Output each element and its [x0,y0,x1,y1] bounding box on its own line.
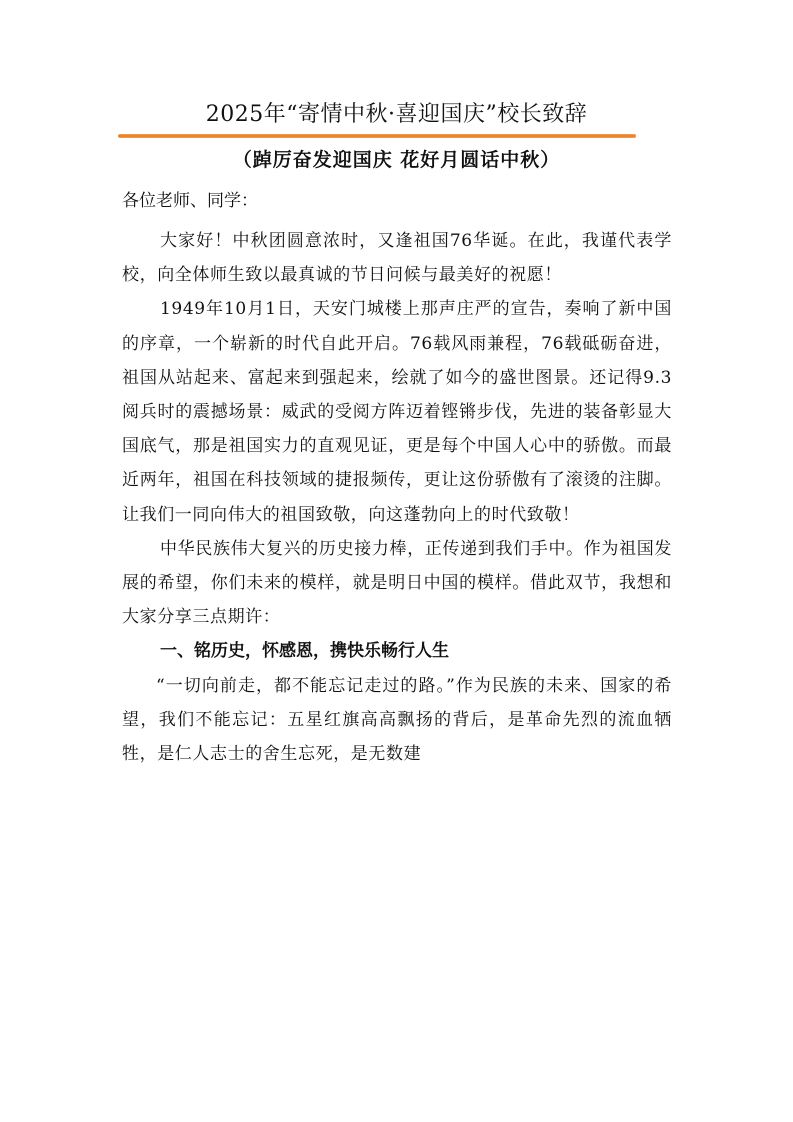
section-heading-1: 一、铭历史，怀感恩，携快乐畅行人生 [160,641,449,662]
paragraph-expectations: 中华民族伟大复兴的历史接力棒，正传递到我们手中。作为祖国发展的希望，你们未来的模样，就是明日中国的模样。借此双节，我想和大家分享三点期许： [122,538,672,628]
paragraph-history: 1949年10月1日，天安门城楼上那声庄严的宣告，奏响了新中国的序章，一个崭新的时代自此开启。76载风雨兼程，76载砥砺奋进，祖国从站起来、富起来到强起来，绘就了如今的盛世图景。还记得9.3阅兵时的震撼场景：威武的受阅方阵迈着铿锵步伐，先进的装备彰显大国底气，那是祖国实力的直观见证，更是每个中国人心中的骄傲。而最近两年，祖国在科技领域的捷报频传，更让这份骄傲有了滚烫的注脚。让我们一同向伟大的祖国致敬，向这蓬勃向上的时代致敬！ [122,299,672,525]
page-title: 2025年“寄情中秋·喜迎国庆”校长致辞 [205,102,588,127]
paragraph-section-1: “一切向前走，都不能忘记走过的路。”作为民族的未来、国家的希望，我们不能忘记：五星红旗高高飘扬的背后，是革命先烈的流血牺牲，是仁人志士的舍生忘死，是无数建 [122,675,672,765]
salutation: 各位老师、同学： [122,191,258,211]
page-subtitle: （踔厉奋发迎国庆 花好月圆话中秋） [232,149,561,171]
speech-body [122,186,672,771]
title-underline [118,134,636,138]
paragraph-greeting: 大家好！中秋团圆意浓时，又逢祖国76华诞。在此，我谨代表学校，向全体师生致以最真诚的节日问候与最美好的祝愿！ [122,231,672,286]
